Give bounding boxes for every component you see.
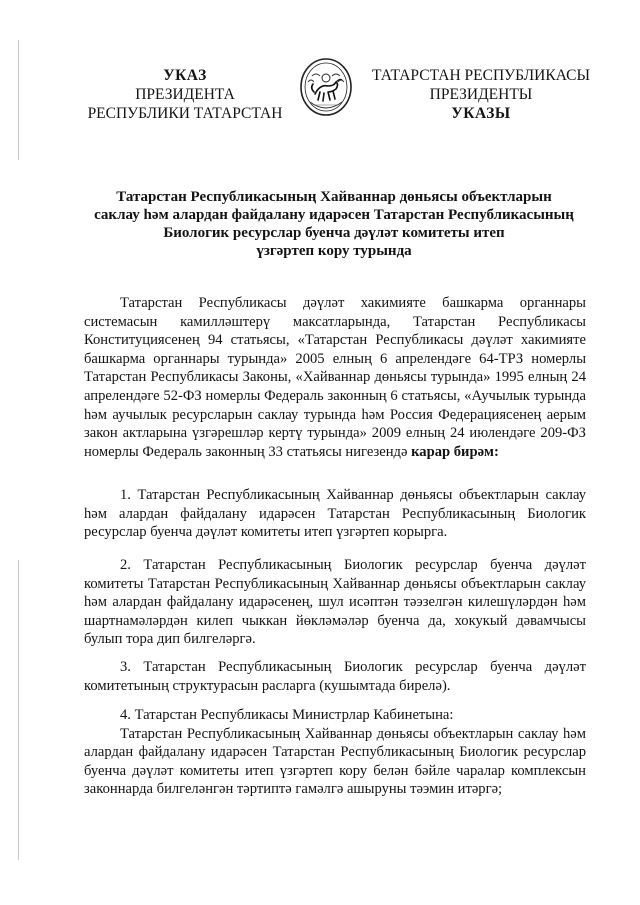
- item-subtext: Татарстан Республикасының Хайваннар дөньясы объектларын саклау һәм алардан файдалану идарәсен Татарстан Республикасының Биологик ресурслар буенча дәүләт комитеты итеп үзгәртеп кору белән бәйле чаралар комплексын законнарда билгеләнгән тәртиптә гамәлгә ашыруны тәэмин итәргә;: [84, 725, 586, 798]
- decree-item-1: [84, 486, 586, 542]
- scan-margin-line: [18, 560, 19, 860]
- header-left-line2: ПРЕЗИДЕНТА: [135, 86, 235, 103]
- item-text: 2. Татарстан Республикасының Биологик ресурслар буенча дәүләт комитеты Татарстан Республикасының Хайваннар дөньясы объектларын саклау һәм алардан файдалану идарәсенең, шул исәптән тәэзелгән килешүләрдән һәм шартнамәләрдән килеп чыккан йөкләмәләр буенча да, хокукый дәвамчысы булып тора дип билгеләргә.: [84, 557, 586, 648]
- decree-phrase: карар бирәм:: [411, 443, 499, 460]
- decree-item-2: [84, 556, 586, 649]
- header-left-line1: УКАЗ: [163, 67, 207, 84]
- title-line: саклау һәм алардан файдалану идарәсен Татарстан Республикасының: [94, 207, 574, 223]
- title-line: Биологик ресурслар буенча дәүләт комитеты итеп: [163, 225, 505, 241]
- decree-item-3: [84, 658, 586, 695]
- header-right-line2: ПРЕЗИДЕНТЫ: [429, 86, 533, 103]
- scan-margin-line: [18, 40, 19, 160]
- title-line: Татарстан Республикасының Хайваннар дөньясы объектларын: [116, 189, 552, 205]
- item-text: 3. Татарстан Республикасының Биологик ресурслар буенча дәүләт комитетының структурасын расларга (кушымтада бирелә).: [84, 659, 586, 694]
- header-left-russian: [80, 66, 290, 123]
- header-right-line3: УКАЗЫ: [451, 105, 511, 122]
- header-left-line3: РЕСПУБЛИКИ ТАТАРСТАН: [87, 105, 283, 122]
- preamble-text: Татарстан Республикасы дәүләт хакимияте башкарма органнары системасын камилләштерү максатларында, Татарстан Республикасы Конституциясенең 94 статьясы, «Татарстан Республикасы дәүләт хакимияте башкарма органнары турында» 2005 елның 6 апрелендәге 64-ТРЗ номерлы Татарстан Республикасы Законы, «Хайваннар дөньясы турында» 1995 елның 24 апрелендәге 52-ФЗ номерлы Федераль законның 6 статьясы, «Аучылык турында һәм аучылык ресурсларын саклау турында һәм Россия Федерациясенең аерым закон актларына үзгәрешләр кертү турында» 2009 елның 24 июлендәге 209-ФЗ номерлы Федераль законның 33 статьясы нигезендә: [84, 295, 586, 460]
- document-title: [84, 188, 584, 260]
- decree-item-4: [84, 706, 586, 799]
- item-text: 1. Татарстан Республикасының Хайваннар дөньясы объектларын саклау һәм алардан файдалану идарәсен Татарстан Республикасының Биологик ресурслар буенча дәүләт комитеты итеп үзгәртеп корырга.: [84, 487, 586, 541]
- header-right-line1: ТАТАРСТАН РЕСПУБЛИКАСЫ: [372, 67, 590, 84]
- preamble-paragraph: [84, 294, 586, 461]
- item-text: 4. Татарстан Республикасы Министрлар Кабинетына:: [120, 707, 454, 723]
- coat-of-arms-tatarstan-icon: [298, 56, 354, 118]
- header-right-tatar: [372, 66, 590, 123]
- title-line: үзгәртеп кору турында: [256, 243, 412, 259]
